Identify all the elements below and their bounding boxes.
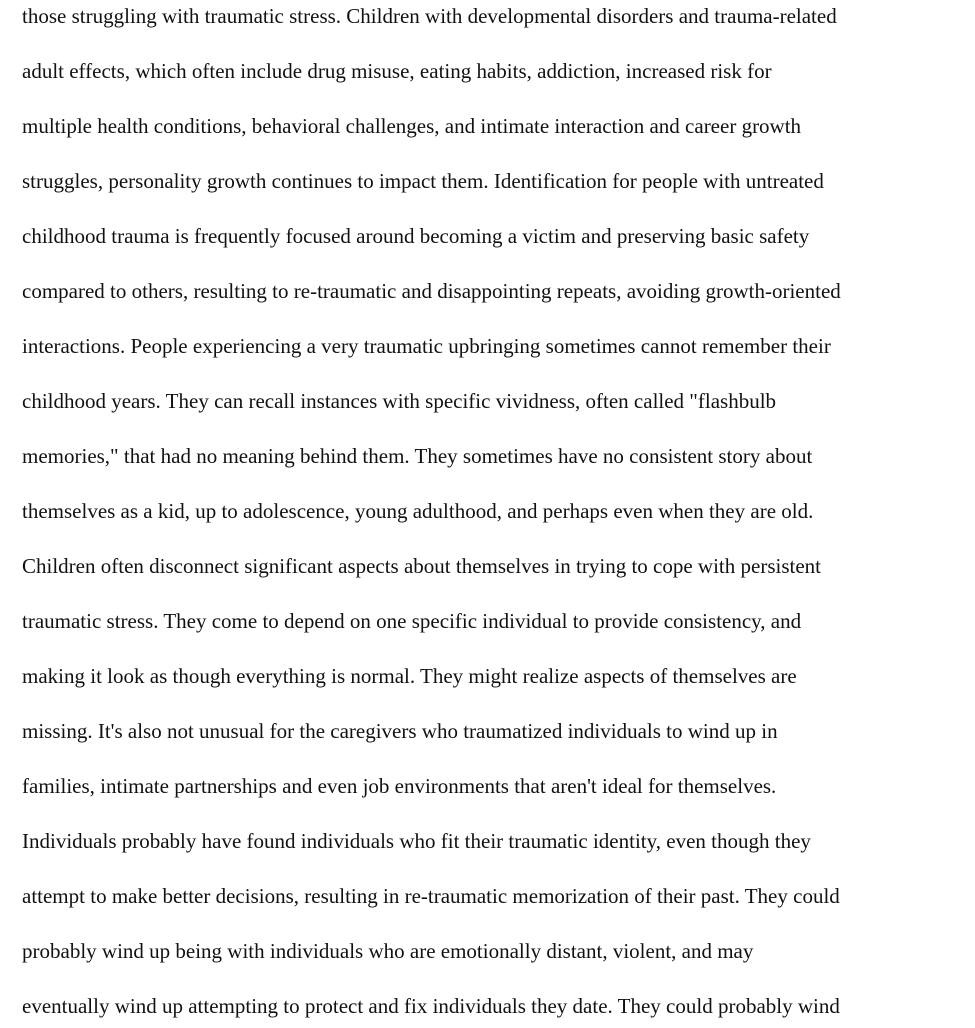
text-line: Children often disconnect significant aspects about themselves in trying to cope with persistent	[22, 554, 821, 578]
text-line: Individuals probably have found individuals who fit their traumatic identity, even though they	[22, 829, 811, 853]
text-line: memories," that had no meaning behind them. They sometimes have no consistent story about	[22, 444, 813, 468]
text-line: traumatic stress. They come to depend on one specific individual to provide consistency, and	[22, 609, 802, 633]
text-line: probably wind up being with individuals who are emotionally distant, violent, and may	[22, 939, 754, 963]
text-line: those struggling with traumatic stress. Children with developmental disorders and trauma-related	[22, 4, 837, 28]
text-line: struggles, personality growth continues to impact them. Identification for people with untreated	[22, 169, 824, 193]
text-line: compared to others, resulting to re-traumatic and disappointing repeats, avoiding growth-oriented	[22, 279, 841, 303]
text-line: childhood years. They can recall instances with specific vividness, often called "flashbulb	[22, 389, 777, 413]
text-line: eventually wind up attempting to protect and fix individuals they date. They could probably wind	[22, 994, 840, 1018]
text-line: childhood trauma is frequently focused around becoming a victim and preserving basic safety	[22, 224, 810, 248]
text-line: families, intimate partnerships and even job environments that aren't ideal for themselves.	[22, 774, 777, 798]
text-line: attempt to make better decisions, resulting in re-traumatic memorization of their past. They could	[22, 884, 840, 908]
text-line: multiple health conditions, behavioral challenges, and intimate interaction and career growth	[22, 114, 802, 138]
text-line: making it look as though everything is normal. They might realize aspects of themselves are	[22, 664, 797, 688]
text-line: adult effects, which often include drug misuse, eating habits, addiction, increased risk for	[22, 59, 772, 83]
text-line: interactions. People experiencing a very traumatic upbringing sometimes cannot remember their	[22, 334, 831, 358]
text-line: missing. It's also not unusual for the caregivers who traumatized individuals to wind up in	[22, 719, 778, 743]
text-line: themselves as a kid, up to adolescence, young adulthood, and perhaps even when they are old.	[22, 499, 814, 523]
